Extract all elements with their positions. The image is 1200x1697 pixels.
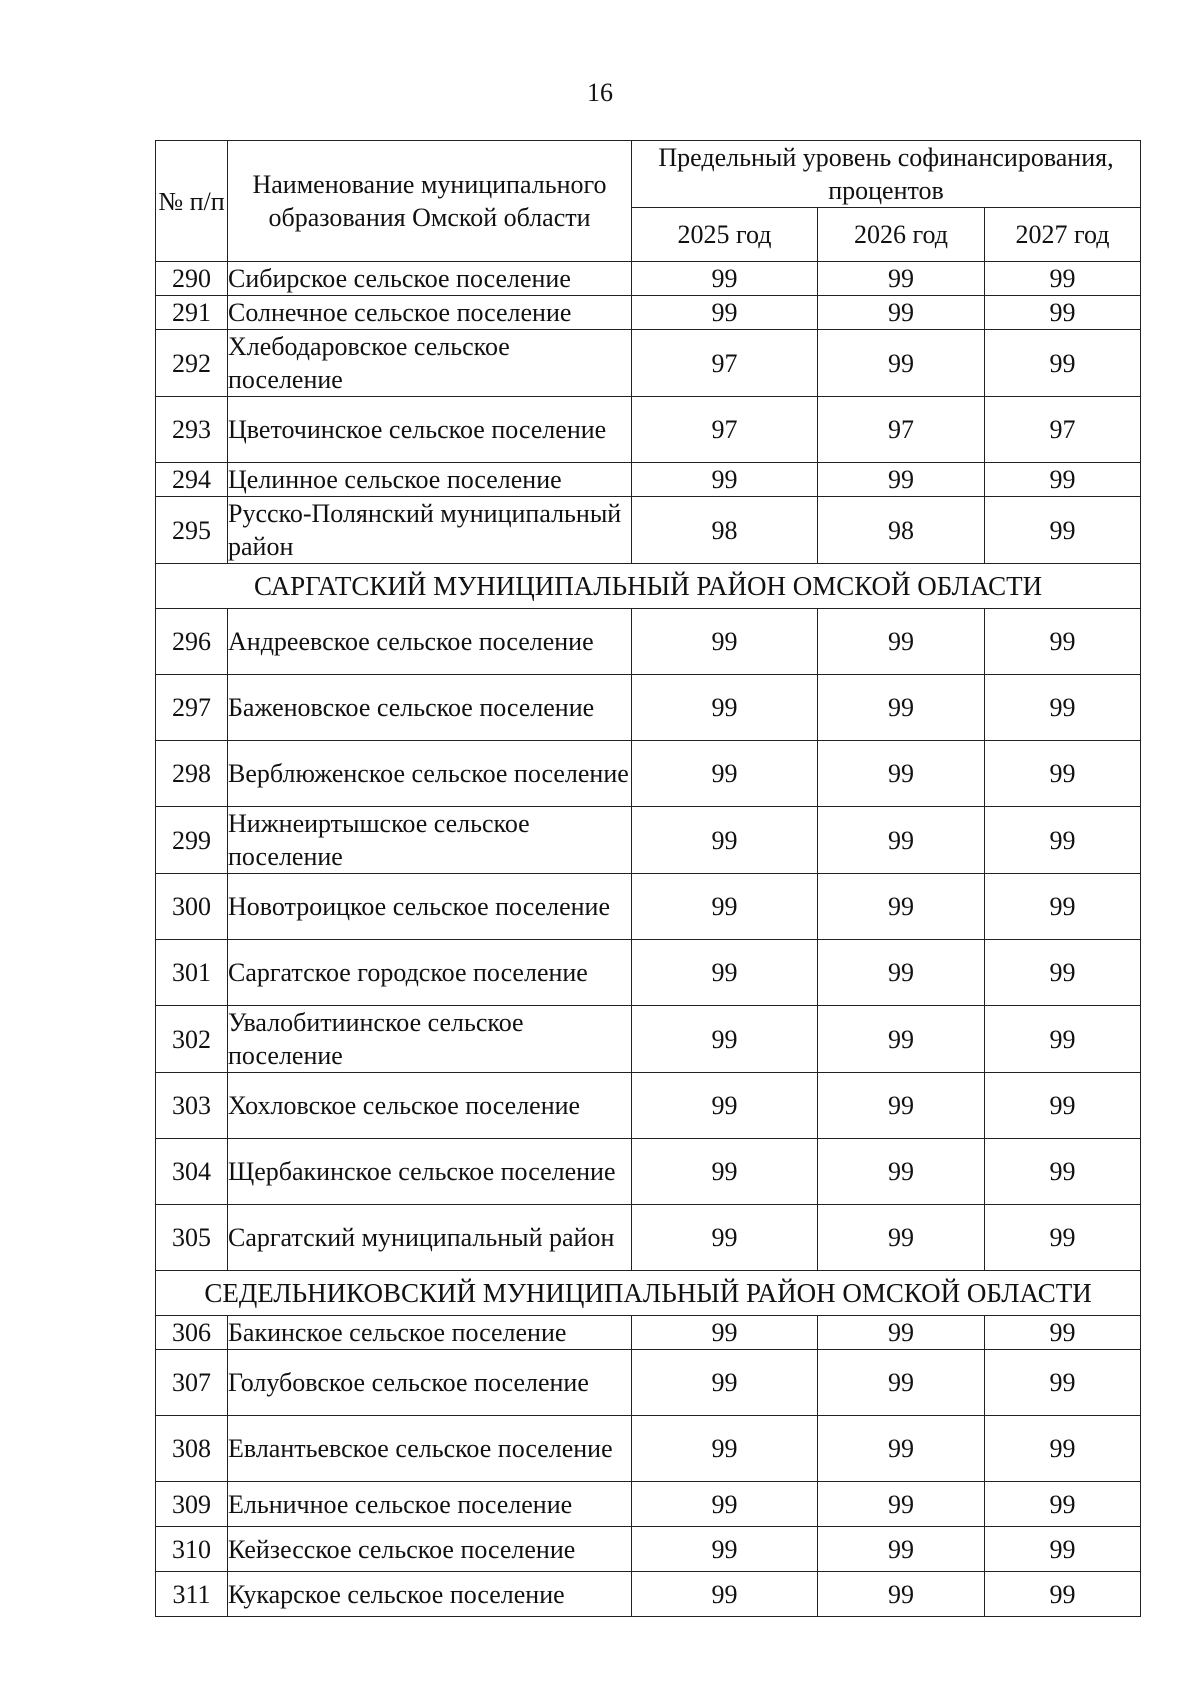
row-value-2026: 99 — [818, 1572, 985, 1617]
row-value-2027: 97 — [985, 397, 1141, 463]
row-value-2026: 98 — [818, 497, 985, 564]
row-value-2025: 98 — [632, 497, 818, 564]
row-value-2026: 99 — [818, 1139, 985, 1205]
row-name: Кейзесское сельское поселение — [228, 1527, 632, 1572]
table-row — [156, 397, 1141, 463]
row-number: 304 — [156, 1139, 228, 1205]
row-name: Кукарское сельское поселение — [228, 1572, 632, 1617]
row-number: 300 — [156, 874, 228, 940]
row-value-2025: 97 — [632, 330, 818, 397]
row-value-2027: 99 — [985, 1139, 1141, 1205]
row-value-2026: 99 — [818, 741, 985, 807]
header-year-2027: 2027 год — [985, 208, 1141, 262]
row-value-2027: 99 — [985, 463, 1141, 497]
row-value-2027: 99 — [985, 1416, 1141, 1482]
row-number: 303 — [156, 1073, 228, 1139]
row-value-2027: 99 — [985, 1205, 1141, 1271]
row-value-2025: 99 — [632, 1482, 818, 1527]
row-value-2026: 99 — [818, 1416, 985, 1482]
row-value-2025: 99 — [632, 1006, 818, 1073]
table-row — [156, 463, 1141, 497]
row-name: Верблюженское сельское поселение — [228, 741, 632, 807]
row-value-2025: 99 — [632, 741, 818, 807]
row-name: Хлебодаровское сельское поселение — [228, 330, 632, 397]
row-number: 293 — [156, 397, 228, 463]
row-number: 307 — [156, 1350, 228, 1416]
row-name: Саргатский муниципальный район — [228, 1205, 632, 1271]
section-title-sedelnikovo: СЕДЕЛЬНИКОВСКИЙ МУНИЦИПАЛЬНЫЙ РАЙОН ОМСКОЙ ОБЛАСТИ — [156, 1271, 1141, 1316]
row-value-2027: 99 — [985, 1006, 1141, 1073]
row-value-2027: 99 — [985, 675, 1141, 741]
section-row — [156, 564, 1141, 609]
row-value-2026: 99 — [818, 807, 985, 874]
row-value-2026: 99 — [818, 874, 985, 940]
header-year-2025: 2025 год — [632, 208, 818, 262]
cofinancing-table — [155, 140, 1141, 1617]
row-value-2027: 99 — [985, 296, 1141, 330]
row-name: Ельничное сельское поселение — [228, 1482, 632, 1527]
table-row — [156, 1482, 1141, 1527]
row-number: 295 — [156, 497, 228, 564]
row-number: 310 — [156, 1527, 228, 1572]
row-value-2027: 99 — [985, 874, 1141, 940]
row-value-2027: 99 — [985, 1527, 1141, 1572]
row-name: Увалобитиинское сельское поселение — [228, 1006, 632, 1073]
row-value-2026: 99 — [818, 463, 985, 497]
row-value-2027: 99 — [985, 741, 1141, 807]
table-header — [156, 141, 1141, 262]
row-value-2026: 97 — [818, 397, 985, 463]
row-number: 290 — [156, 262, 228, 296]
header-number: № п/п — [156, 141, 228, 262]
table-row — [156, 1572, 1141, 1617]
row-value-2027: 99 — [985, 262, 1141, 296]
row-number: 301 — [156, 940, 228, 1006]
row-number: 309 — [156, 1482, 228, 1527]
row-name: Щербакинское сельское поселение — [228, 1139, 632, 1205]
row-number: 298 — [156, 741, 228, 807]
row-number: 299 — [156, 807, 228, 874]
row-value-2025: 99 — [632, 807, 818, 874]
row-number: 306 — [156, 1316, 228, 1350]
table-row — [156, 1316, 1141, 1350]
row-value-2025: 99 — [632, 1527, 818, 1572]
row-number: 302 — [156, 1006, 228, 1073]
row-value-2026: 99 — [818, 609, 985, 675]
table-row — [156, 807, 1141, 874]
row-value-2026: 99 — [818, 1482, 985, 1527]
row-number: 294 — [156, 463, 228, 497]
row-name: Саргатское городское поселение — [228, 940, 632, 1006]
row-name: Новотроицкое сельское поселение — [228, 874, 632, 940]
row-value-2027: 99 — [985, 1572, 1141, 1617]
section-title-sargat: САРГАТСКИЙ МУНИЦИПАЛЬНЫЙ РАЙОН ОМСКОЙ ОБЛАСТИ — [156, 564, 1141, 609]
row-value-2025: 99 — [632, 609, 818, 675]
row-number: 311 — [156, 1572, 228, 1617]
row-name: Хохловское сельское поселение — [228, 1073, 632, 1139]
header-year-2026: 2026 год — [818, 208, 985, 262]
row-value-2027: 99 — [985, 1316, 1141, 1350]
table-row — [156, 675, 1141, 741]
row-value-2026: 99 — [818, 675, 985, 741]
row-value-2025: 97 — [632, 397, 818, 463]
row-value-2027: 99 — [985, 940, 1141, 1006]
row-value-2025: 99 — [632, 296, 818, 330]
row-value-2026: 99 — [818, 1006, 985, 1073]
row-name: Баженовское сельское поселение — [228, 675, 632, 741]
row-value-2027: 99 — [985, 1350, 1141, 1416]
row-name: Нижнеиртышское сельское поселение — [228, 807, 632, 874]
row-value-2025: 99 — [632, 1350, 818, 1416]
table-row — [156, 1139, 1141, 1205]
row-value-2025: 99 — [632, 940, 818, 1006]
table-row — [156, 497, 1141, 564]
row-number: 292 — [156, 330, 228, 397]
row-name: Русско-Полянский муниципальный район — [228, 497, 632, 564]
row-name: Евлантьевское сельское поселение — [228, 1416, 632, 1482]
table-row — [156, 1205, 1141, 1271]
row-name: Бакинское сельское поселение — [228, 1316, 632, 1350]
row-number: 305 — [156, 1205, 228, 1271]
row-value-2027: 99 — [985, 330, 1141, 397]
row-value-2025: 99 — [632, 1073, 818, 1139]
row-value-2025: 99 — [632, 1416, 818, 1482]
row-value-2026: 99 — [818, 1527, 985, 1572]
row-name: Сибирское сельское поселение — [228, 262, 632, 296]
table-row — [156, 1527, 1141, 1572]
table-row — [156, 330, 1141, 397]
row-number: 291 — [156, 296, 228, 330]
row-value-2027: 99 — [985, 807, 1141, 874]
row-value-2025: 99 — [632, 874, 818, 940]
row-number: 296 — [156, 609, 228, 675]
table-row — [156, 1073, 1141, 1139]
row-value-2026: 99 — [818, 1350, 985, 1416]
row-name: Андреевское сельское поселение — [228, 609, 632, 675]
table-row — [156, 1416, 1141, 1482]
table-row — [156, 262, 1141, 296]
row-value-2026: 99 — [818, 296, 985, 330]
row-value-2025: 99 — [632, 675, 818, 741]
row-value-2026: 99 — [818, 1073, 985, 1139]
table-row — [156, 940, 1141, 1006]
row-value-2026: 99 — [818, 330, 985, 397]
table-row — [156, 741, 1141, 807]
table-body — [156, 262, 1141, 1617]
page-number: 16 — [587, 78, 613, 107]
table-row — [156, 609, 1141, 675]
row-value-2026: 99 — [818, 1316, 985, 1350]
header-name: Наименование муниципального образования Омской области — [228, 141, 632, 262]
table-row — [156, 1006, 1141, 1073]
section-row — [156, 1271, 1141, 1316]
row-name: Солнечное сельское поселение — [228, 296, 632, 330]
row-value-2025: 99 — [632, 463, 818, 497]
header-cofinancing: Предельный уровень софинансирования, процентов — [632, 141, 1141, 208]
table-row — [156, 1350, 1141, 1416]
row-name: Голубовское сельское поселение — [228, 1350, 632, 1416]
row-value-2025: 99 — [632, 1139, 818, 1205]
row-name: Цветочинское сельское поселение — [228, 397, 632, 463]
row-value-2025: 99 — [632, 262, 818, 296]
row-value-2025: 99 — [632, 1316, 818, 1350]
row-value-2025: 99 — [632, 1205, 818, 1271]
row-value-2027: 99 — [985, 609, 1141, 675]
row-value-2026: 99 — [818, 940, 985, 1006]
row-value-2027: 99 — [985, 497, 1141, 564]
row-value-2026: 99 — [818, 1205, 985, 1271]
row-name: Целинное сельское поселение — [228, 463, 632, 497]
table-row — [156, 296, 1141, 330]
row-value-2026: 99 — [818, 262, 985, 296]
row-number: 297 — [156, 675, 228, 741]
row-number: 308 — [156, 1416, 228, 1482]
table-row — [156, 874, 1141, 940]
row-value-2027: 99 — [985, 1482, 1141, 1527]
row-value-2027: 99 — [985, 1073, 1141, 1139]
row-value-2025: 99 — [632, 1572, 818, 1617]
